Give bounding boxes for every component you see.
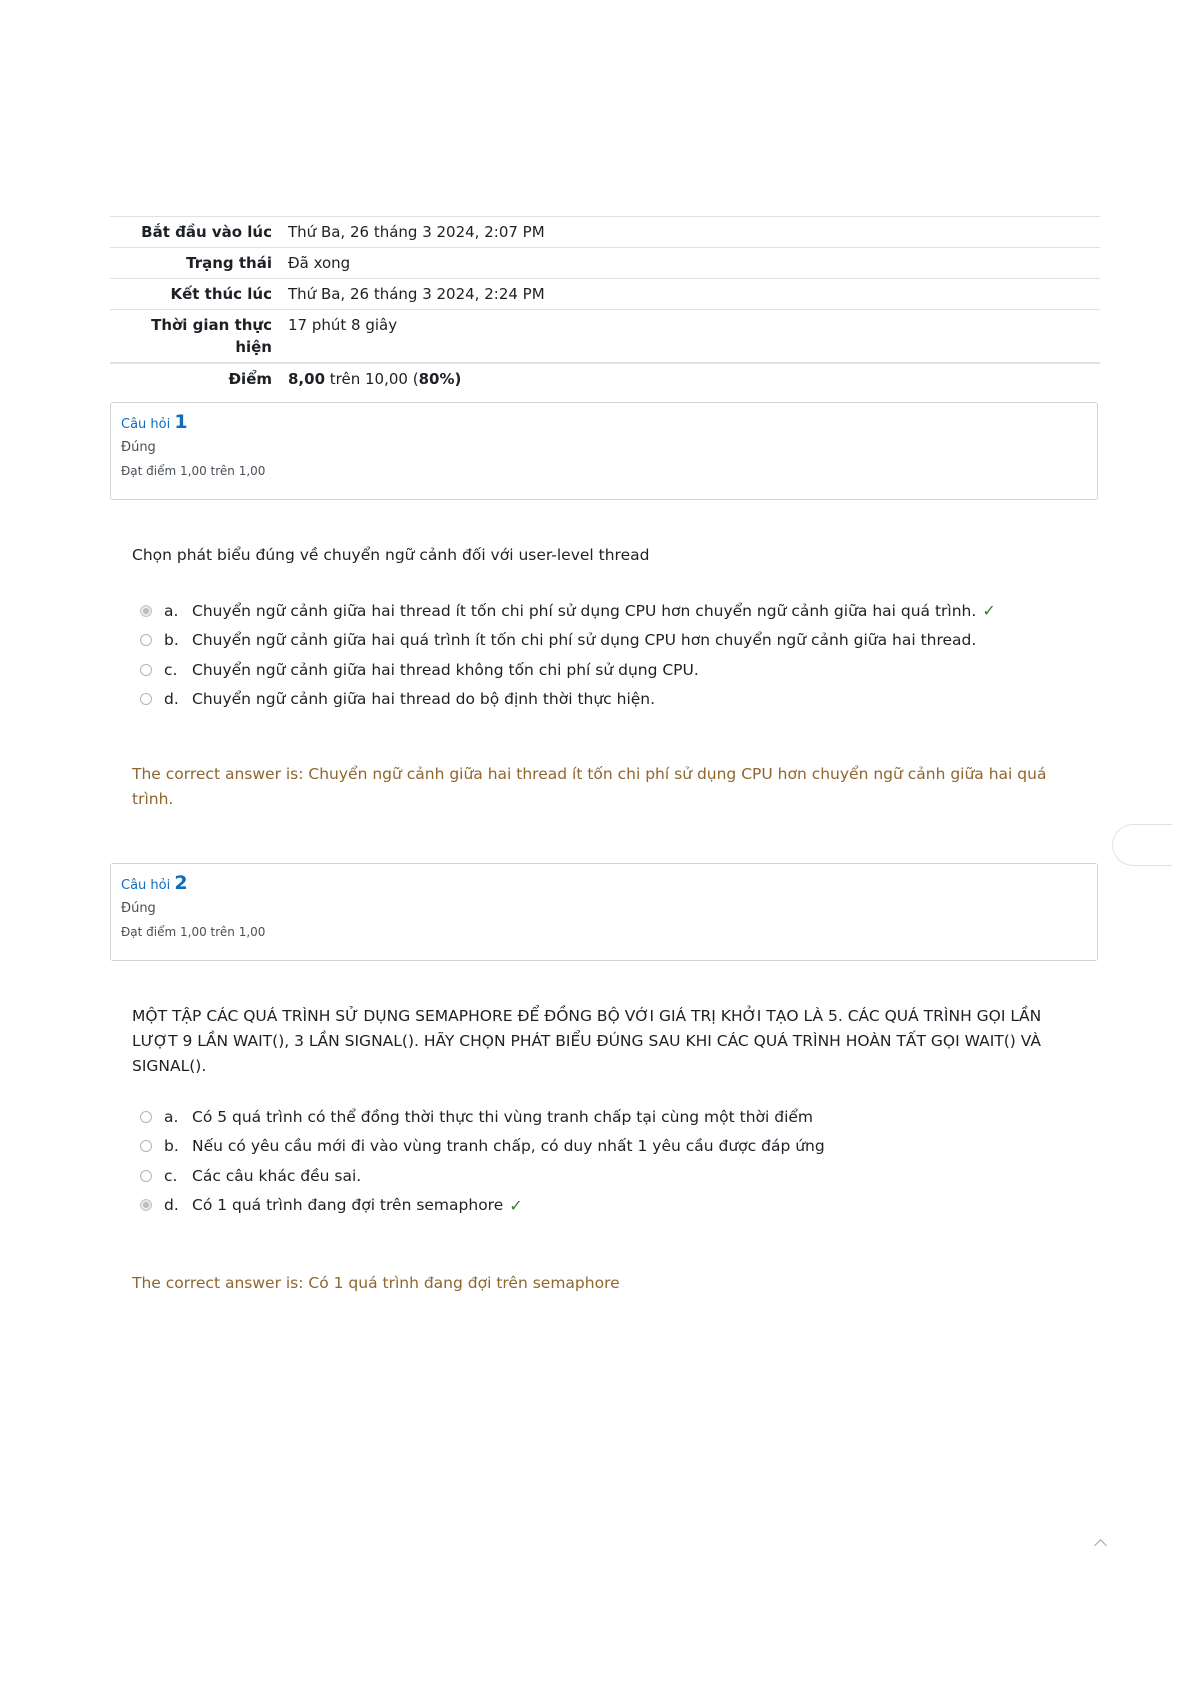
answer-text: Chuyển ngữ cảnh giữa hai thread ít tốn chi phí sử dụng CPU hơn chuyển ngữ cảnh giữa hai quá trình. [192, 601, 977, 620]
right-answer-1: The correct answer is: Chuyển ngữ cảnh giữa hai thread ít tốn chi phí sử dụng CPU hơn chuyển ngữ cảnh giữa hai quá trình. [132, 765, 1047, 808]
answer-text: Chuyển ngữ cảnh giữa hai quá trình ít tốn chi phí sử dụng CPU hơn chuyển ngữ cảnh giữa hai thread. [192, 631, 977, 650]
question-info-1 [110, 402, 1098, 500]
check-icon: ✓ [509, 1195, 523, 1215]
grade-percent-suffix: %) [439, 370, 462, 388]
radio-button[interactable] [140, 664, 152, 676]
summary-row-state [110, 248, 1100, 279]
answer-letter: d. [164, 1196, 179, 1215]
summary-label: Thời gian thực hiện [110, 310, 282, 364]
question-grade: Đạt điểm 1,00 trên 1,00 [121, 925, 266, 939]
answer-text: Chuyển ngữ cảnh giữa hai thread do bộ định thời thực hiện. [192, 690, 656, 709]
answer-option[interactable] [140, 1132, 1100, 1162]
grade-percent: 80 [418, 370, 440, 388]
radio-button[interactable] [140, 634, 152, 646]
summary-value: 17 phút 8 giây [282, 310, 1100, 364]
summary-value: Thứ Ba, 26 tháng 3 2024, 2:24 PM [282, 279, 1100, 310]
grade-max: trên 10,00 ( [325, 370, 419, 388]
answer-option[interactable] [140, 626, 1100, 656]
answer-text: Chuyển ngữ cảnh giữa hai thread không tốn chi phí sử dụng CPU. [192, 660, 699, 679]
radio-button[interactable] [140, 693, 152, 705]
grade-score: 8,00 [288, 370, 326, 388]
radio-button-selected[interactable] [140, 605, 152, 617]
question-number-value: 2 [174, 872, 188, 894]
answer-option[interactable] [140, 596, 1100, 626]
check-icon: ✓ [982, 601, 996, 621]
radio-button-selected[interactable] [140, 1199, 152, 1211]
question-label: Câu hỏi [121, 878, 175, 893]
answer-text: Các câu khác đều sai. [192, 1166, 362, 1185]
summary-row-time [110, 310, 1100, 364]
answer-letter: a. [164, 601, 179, 620]
question-number [121, 872, 1087, 897]
drawer-toggle-tab[interactable] [1112, 824, 1172, 866]
radio-button[interactable] [140, 1111, 152, 1123]
question-state: Đúng [121, 901, 156, 916]
summary-label: Bắt đầu vào lúc [110, 217, 282, 248]
question-info-2 [110, 863, 1098, 961]
summary-row-grade [110, 363, 1100, 394]
answer-letter: d. [164, 690, 179, 709]
question-number [121, 411, 1087, 436]
radio-button[interactable] [140, 1140, 152, 1152]
answer-text: Nếu có yêu cầu mới đi vào vùng tranh chấp, có duy nhất 1 yêu cầu được đáp ứng [192, 1137, 825, 1156]
quiz-review-summary [110, 216, 1100, 394]
answer-option[interactable] [140, 1102, 1100, 1132]
answer-letter: a. [164, 1107, 179, 1126]
summary-value: Đã xong [282, 248, 1100, 279]
answer-letter: b. [164, 631, 179, 650]
answer-list-1 [140, 596, 1100, 714]
question-label: Câu hỏi [121, 417, 175, 432]
question-text-2: MỘT TẬP CÁC QUÁ TRÌNH SỬ DỤNG SEMAPHORE ĐỂ ĐỒNG BỘ VỚI GIÁ TRỊ KHỞI TẠO LÀ 5. CÁC QUÁ TRÌNH GỌI LẦN LƯỢT 9 LẦN WAIT(), 3 LẦN SIGNAL(). HÃY CHỌN PHÁT BIỂU ĐÚNG SAU KHI CÁC QUÁ TRÌNH HOÀN TẤT GỌI WAIT() VÀ SIGNAL(). [132, 1007, 1042, 1075]
summary-row-completed [110, 279, 1100, 310]
radio-button[interactable] [140, 1170, 152, 1182]
answer-list-2 [140, 1102, 1100, 1220]
summary-label: Kết thúc lúc [110, 279, 282, 310]
answer-option[interactable] [140, 1191, 1100, 1221]
question-text-1: Chọn phát biểu đúng về chuyển ngữ cảnh đối với user-level thread [132, 546, 650, 564]
answer-text: Có 5 quá trình có thể đồng thời thực thi vùng tranh chấp tại cùng một thời điểm [192, 1107, 814, 1126]
summary-value: Thứ Ba, 26 tháng 3 2024, 2:07 PM [282, 217, 1100, 248]
answer-letter: c. [164, 660, 178, 679]
summary-row-started [110, 217, 1100, 248]
answer-letter: b. [164, 1137, 179, 1156]
answer-option[interactable] [140, 655, 1100, 685]
answer-option[interactable] [140, 685, 1100, 715]
chevron-up-icon[interactable] [1088, 1532, 1112, 1556]
answer-letter: c. [164, 1166, 178, 1185]
question-grade: Đạt điểm 1,00 trên 1,00 [121, 464, 266, 478]
summary-label: Trạng thái [110, 248, 282, 279]
summary-label: Điểm [110, 363, 282, 394]
answer-text: Có 1 quá trình đang đợi trên semaphore [192, 1196, 504, 1215]
question-number-value: 1 [174, 411, 188, 433]
right-answer-2: The correct answer is: Có 1 quá trình đang đợi trên semaphore [132, 1274, 620, 1292]
answer-option[interactable] [140, 1161, 1100, 1191]
summary-value [282, 363, 1100, 394]
question-state: Đúng [121, 440, 156, 455]
